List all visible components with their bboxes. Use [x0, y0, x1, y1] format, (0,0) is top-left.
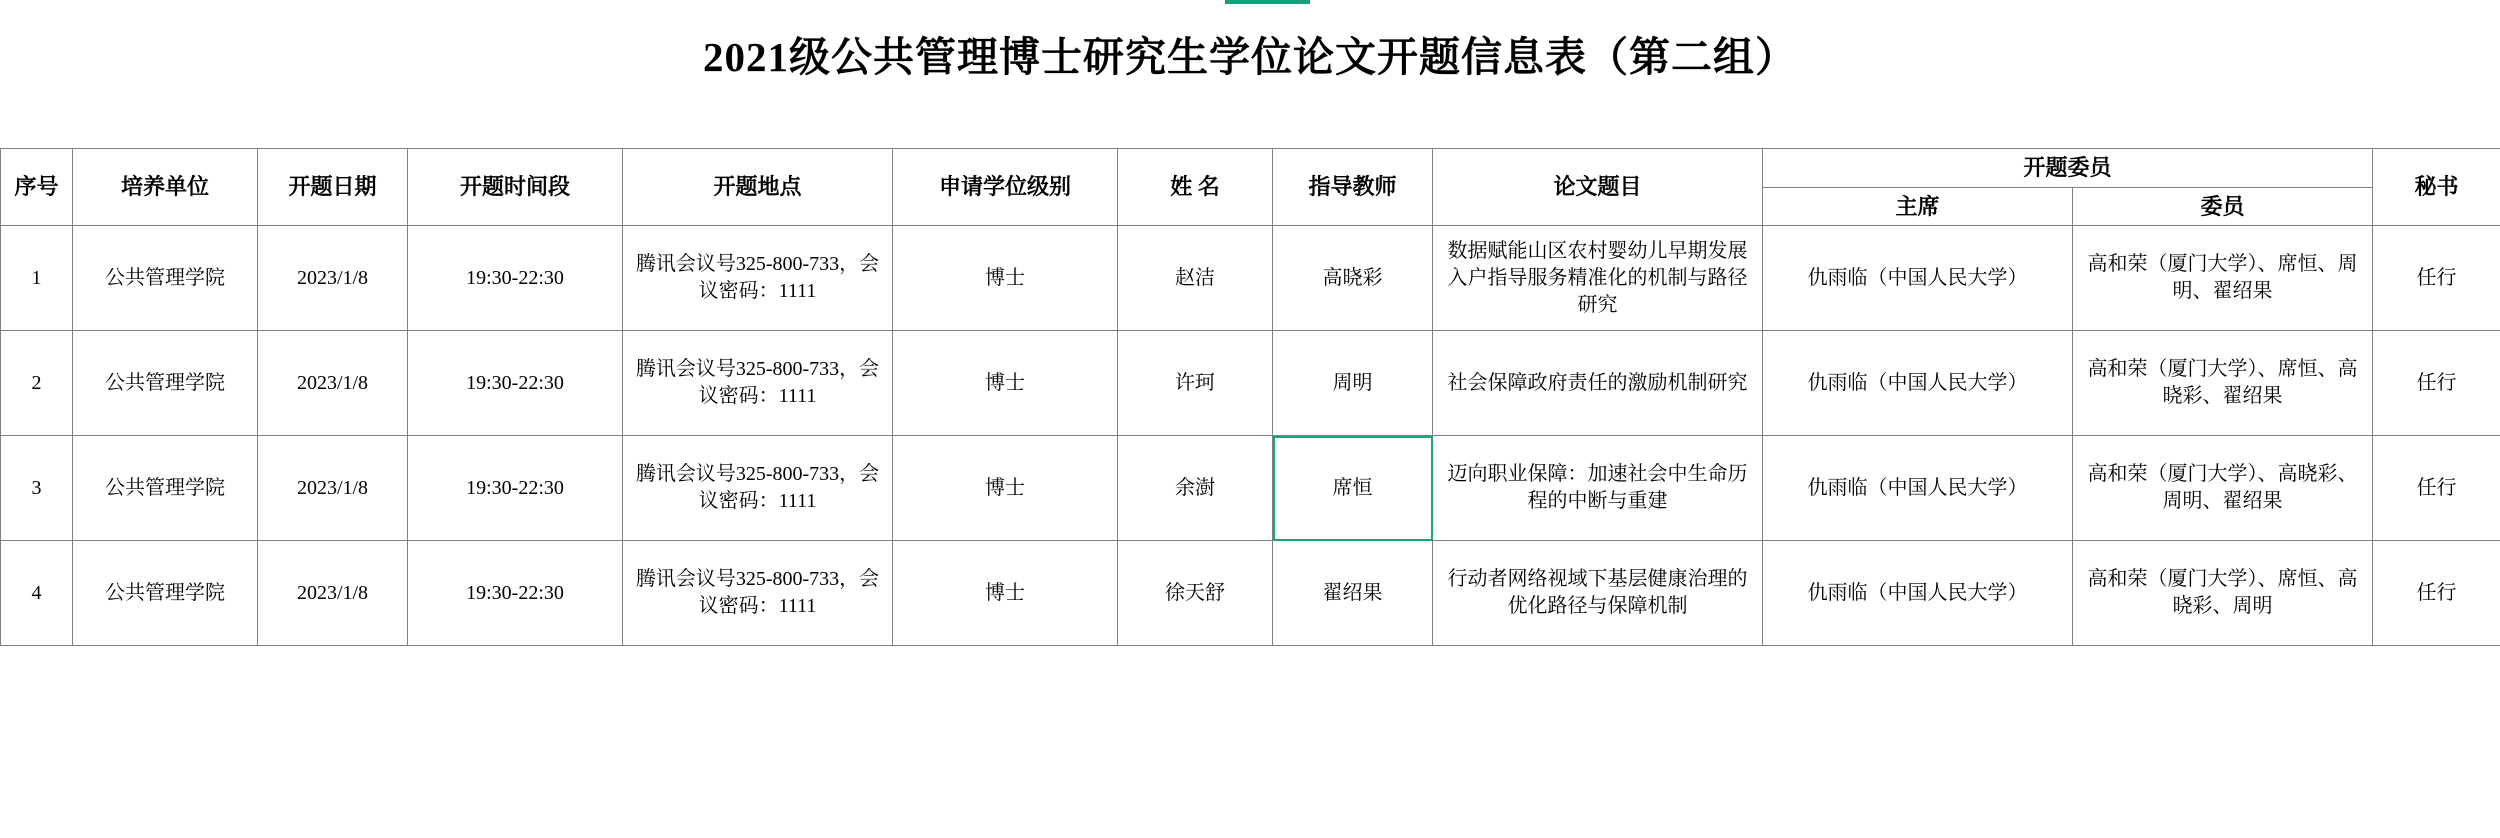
table-row: [1, 436, 2500, 541]
th-advisor: 指导教师: [1273, 149, 1433, 226]
cell-members: 高和荣（厦门大学）、高晓彩、周明、翟绍果: [2073, 436, 2373, 541]
cell-degree-level: 博士: [893, 331, 1118, 436]
th-seq: 序号: [1, 149, 73, 226]
cell-advisor: 翟绍果: [1273, 541, 1433, 646]
cell-seq: 3: [1, 436, 73, 541]
th-degree-level: 申请学位级别: [893, 149, 1118, 226]
cell-thesis: 数据赋能山区农村婴幼儿早期发展入户指导服务精准化的机制与路径研究: [1433, 226, 1763, 331]
cell-degree-level: 博士: [893, 226, 1118, 331]
cell-name: 许珂: [1118, 331, 1273, 436]
cell-timeslot: 19:30-22:30: [408, 436, 623, 541]
cell-members: 高和荣（厦门大学）、席恒、周明、翟绍果: [2073, 226, 2373, 331]
cell-advisor-selected[interactable]: 席恒: [1273, 436, 1433, 541]
cell-degree-level: 博士: [893, 436, 1118, 541]
th-chair: 主席: [1763, 187, 2073, 226]
table-row: [1, 226, 2500, 331]
cell-timeslot: 19:30-22:30: [408, 541, 623, 646]
cell-chair: 仇雨临（中国人民大学）: [1763, 436, 2073, 541]
cell-name: 赵洁: [1118, 226, 1273, 331]
table-header: [1, 149, 2500, 226]
header-row-1: [1, 149, 2500, 188]
cell-name: 徐天舒: [1118, 541, 1273, 646]
cell-date: 2023/1/8: [258, 436, 408, 541]
th-date: 开题日期: [258, 149, 408, 226]
cell-thesis: 行动者网络视域下基层健康治理的优化路径与保障机制: [1433, 541, 1763, 646]
th-committee: 开题委员: [1763, 149, 2373, 188]
cell-advisor: 周明: [1273, 331, 1433, 436]
table-body: [1, 226, 2500, 646]
cell-secretary: 任行: [2373, 226, 2500, 331]
cell-place: 腾讯会议号325-800-733，会议密码：1111: [623, 541, 893, 646]
th-timeslot: 开题时间段: [408, 149, 623, 226]
cell-timeslot: 19:30-22:30: [408, 226, 623, 331]
th-thesis: 论文题目: [1433, 149, 1763, 226]
cell-secretary: 任行: [2373, 541, 2500, 646]
th-members: 委员: [2073, 187, 2373, 226]
th-name: 姓 名: [1118, 149, 1273, 226]
table-row: [1, 541, 2500, 646]
cell-secretary: 任行: [2373, 436, 2500, 541]
th-secretary: 秘书: [2373, 149, 2500, 226]
cell-unit: 公共管理学院: [73, 436, 258, 541]
cell-seq: 2: [1, 331, 73, 436]
table-row: [1, 331, 2500, 436]
thesis-proposal-table: [0, 148, 2500, 646]
cell-place: 腾讯会议号325-800-733，会议密码：1111: [623, 226, 893, 331]
cell-seq: 1: [1, 226, 73, 331]
cell-place: 腾讯会议号325-800-733，会议密码：1111: [623, 436, 893, 541]
cell-thesis: 迈向职业保障：加速社会中生命历程的中断与重建: [1433, 436, 1763, 541]
cell-place: 腾讯会议号325-800-733，会议密码：1111: [623, 331, 893, 436]
cell-date: 2023/1/8: [258, 226, 408, 331]
cell-timeslot: 19:30-22:30: [408, 331, 623, 436]
cell-advisor: 高晓彩: [1273, 226, 1433, 331]
cell-unit: 公共管理学院: [73, 331, 258, 436]
th-unit: 培养单位: [73, 149, 258, 226]
cell-seq: 4: [1, 541, 73, 646]
cell-thesis: 社会保障政府责任的激励机制研究: [1433, 331, 1763, 436]
cell-name: 余澍: [1118, 436, 1273, 541]
cell-secretary: 任行: [2373, 331, 2500, 436]
cell-members: 高和荣（厦门大学）、席恒、高晓彩、翟绍果: [2073, 331, 2373, 436]
cell-chair: 仇雨临（中国人民大学）: [1763, 541, 2073, 646]
page-title: 2021级公共管理博士研究生学位论文开题信息表（第二组）: [703, 34, 1797, 80]
cell-chair: 仇雨临（中国人民大学）: [1763, 226, 2073, 331]
cell-members: 高和荣（厦门大学）、席恒、高晓彩、周明: [2073, 541, 2373, 646]
cell-unit: 公共管理学院: [73, 541, 258, 646]
cell-chair: 仇雨临（中国人民大学）: [1763, 331, 2073, 436]
cell-date: 2023/1/8: [258, 331, 408, 436]
top-accent-bar: [1225, 0, 1310, 4]
th-place: 开题地点: [623, 149, 893, 226]
cell-unit: 公共管理学院: [73, 226, 258, 331]
cell-degree-level: 博士: [893, 541, 1118, 646]
cell-date: 2023/1/8: [258, 541, 408, 646]
